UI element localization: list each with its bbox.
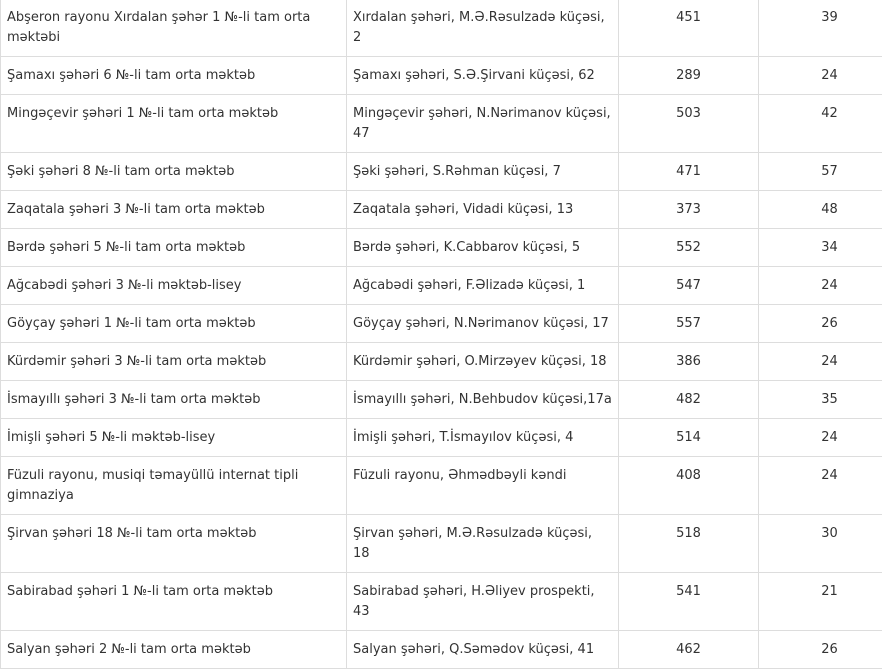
value1-cell: 462 [619,631,759,669]
table-row [1,229,882,267]
school-address-cell: Sabirabad şəhəri, H.Əliyev prospekti, 43 [347,573,619,631]
value1-cell: 518 [619,515,759,573]
table-row [1,631,882,669]
school-address-cell: Kürdəmir şəhəri, O.Mirzəyev küçəsi, 18 [347,343,619,381]
value2-cell: 24 [759,267,882,305]
table-row [1,95,882,153]
value1-cell: 541 [619,573,759,631]
value1-cell: 386 [619,343,759,381]
school-name-cell: Sabirabad şəhəri 1 №-li tam orta məktəb [1,573,347,631]
table-row [1,57,882,95]
school-name-cell: Kürdəmir şəhəri 3 №-li tam orta məktəb [1,343,347,381]
value1-cell: 408 [619,457,759,515]
school-name-cell: Mingəçevir şəhəri 1 №-li tam orta məktəb [1,95,347,153]
school-name-cell: İmişli şəhəri 5 №-li məktəb-lisey [1,419,347,457]
school-address-cell: Mingəçevir şəhəri, N.Nərimanov küçəsi, 47 [347,95,619,153]
value1-cell: 503 [619,95,759,153]
value2-cell: 24 [759,457,882,515]
school-address-cell: Salyan şəhəri, Q.Səmədov küçəsi, 41 [347,631,619,669]
table-row [1,305,882,343]
table-row [1,191,882,229]
school-name-cell: Abşeron rayonu Xırdalan şəhər 1 №-li tam orta məktəbi [1,0,347,57]
school-name-cell: Füzuli rayonu, musiqi təmayüllü internat tipli gimnaziya [1,457,347,515]
value1-cell: 289 [619,57,759,95]
value2-cell: 30 [759,515,882,573]
school-address-cell: İmişli şəhəri, T.İsmayılov küçəsi, 4 [347,419,619,457]
value2-cell: 24 [759,57,882,95]
value1-cell: 547 [619,267,759,305]
school-address-cell: Xırdalan şəhəri, M.Ə.Rəsulzadə küçəsi, 2 [347,0,619,57]
school-address-cell: Şəki şəhəri, S.Rəhman küçəsi, 7 [347,153,619,191]
school-address-cell: Zaqatala şəhəri, Vidadi küçəsi, 13 [347,191,619,229]
table-row [1,267,882,305]
school-name-cell: Salyan şəhəri 2 №-li tam orta məktəb [1,631,347,669]
table-row [1,457,882,515]
school-address-cell: Bərdə şəhəri, K.Cabbarov küçəsi, 5 [347,229,619,267]
school-address-cell: Ağcabədi şəhəri, F.Əlizadə küçəsi, 1 [347,267,619,305]
table-row [1,0,882,57]
school-name-cell: Şamaxı şəhəri 6 №-li tam orta məktəb [1,57,347,95]
value2-cell: 24 [759,343,882,381]
school-name-cell: Bərdə şəhəri 5 №-li tam orta məktəb [1,229,347,267]
school-name-cell: Şirvan şəhəri 18 №-li tam orta məktəb [1,515,347,573]
school-name-cell: Göyçay şəhəri 1 №-li tam orta məktəb [1,305,347,343]
school-address-cell: Şamaxı şəhəri, S.Ə.Şirvani küçəsi, 62 [347,57,619,95]
table-row [1,381,882,419]
value1-cell: 451 [619,0,759,57]
school-name-cell: Zaqatala şəhəri 3 №-li tam orta məktəb [1,191,347,229]
value1-cell: 552 [619,229,759,267]
value1-cell: 482 [619,381,759,419]
value1-cell: 514 [619,419,759,457]
value2-cell: 35 [759,381,882,419]
table-row [1,153,882,191]
value1-cell: 557 [619,305,759,343]
school-address-cell: İsmayıllı şəhəri, N.Behbudov küçəsi,17a [347,381,619,419]
school-address-cell: Füzuli rayonu, Əhmədbəyli kəndi [347,457,619,515]
value2-cell: 26 [759,305,882,343]
value2-cell: 42 [759,95,882,153]
value2-cell: 26 [759,631,882,669]
value2-cell: 34 [759,229,882,267]
school-address-cell: Şirvan şəhəri, M.Ə.Rəsulzadə küçəsi, 18 [347,515,619,573]
table-row [1,573,882,631]
value1-cell: 471 [619,153,759,191]
school-name-cell: Şəki şəhəri 8 №-li tam orta məktəb [1,153,347,191]
school-address-cell: Göyçay şəhəri, N.Nərimanov küçəsi, 17 [347,305,619,343]
value2-cell: 21 [759,573,882,631]
value2-cell: 57 [759,153,882,191]
school-name-cell: İsmayıllı şəhəri 3 №-li tam orta məktəb [1,381,347,419]
table-row [1,515,882,573]
value1-cell: 373 [619,191,759,229]
table-row [1,419,882,457]
value2-cell: 48 [759,191,882,229]
value2-cell: 24 [759,419,882,457]
schools-table-body [1,0,882,669]
table-row [1,343,882,381]
school-name-cell: Ağcabədi şəhəri 3 №-li məktəb-lisey [1,267,347,305]
value2-cell: 39 [759,0,882,57]
